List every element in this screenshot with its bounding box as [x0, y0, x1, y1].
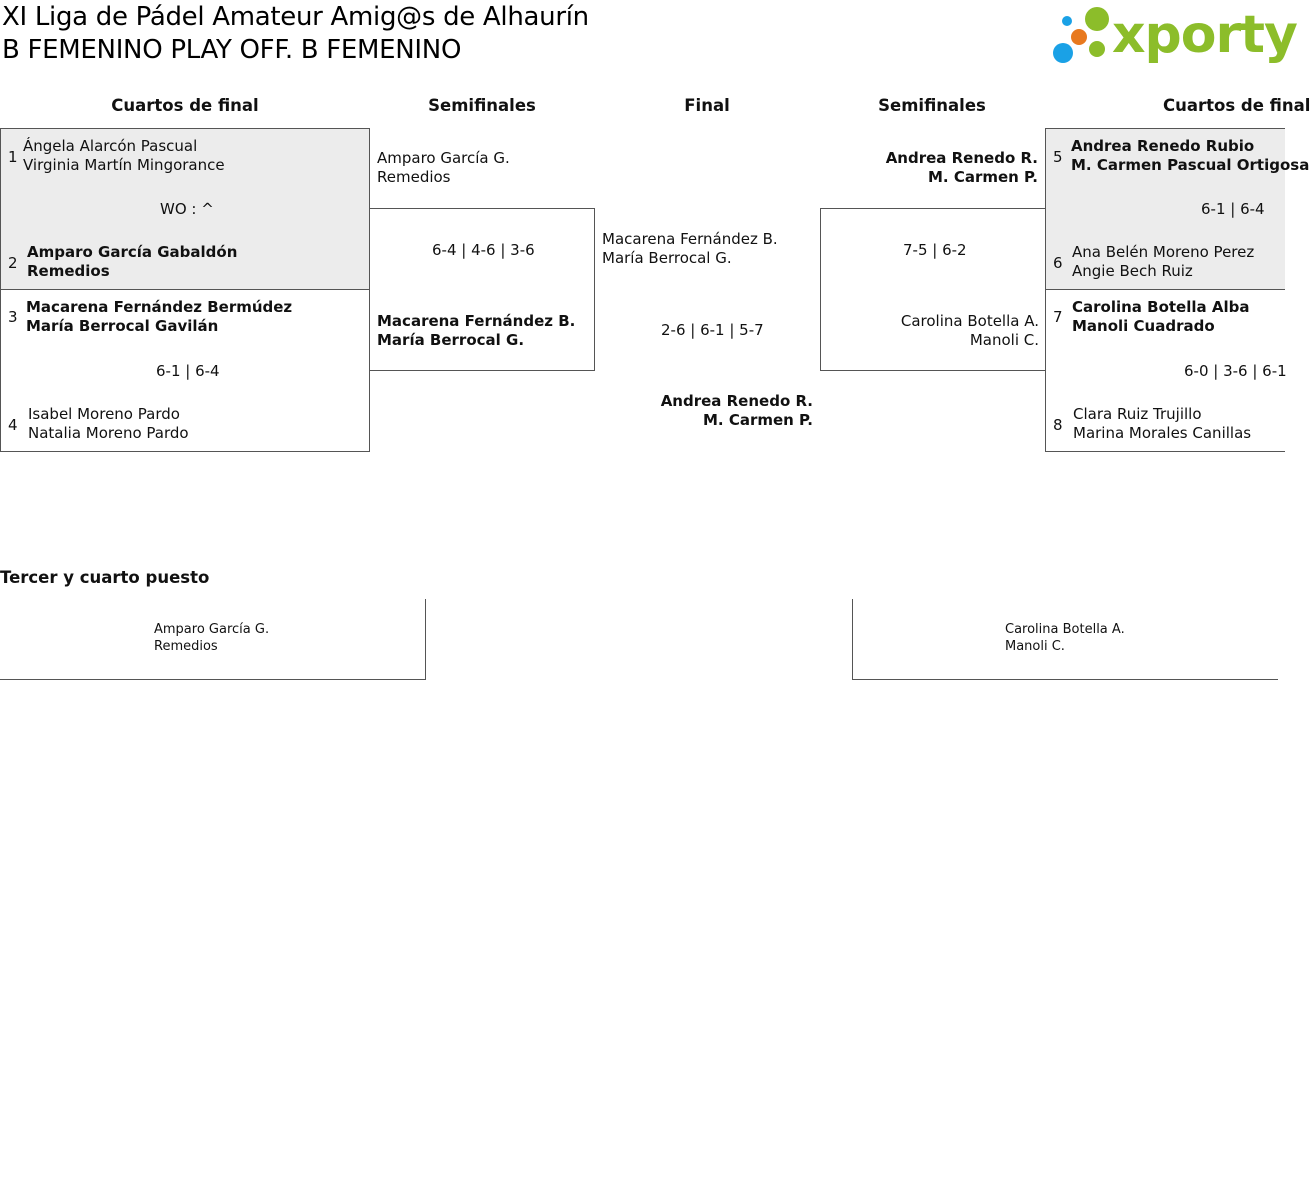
third-place-title: Tercer y cuarto puesto [0, 568, 210, 587]
match-score: 7-5 | 6-2 [903, 241, 967, 259]
seed-number: 6 [1053, 254, 1063, 272]
seed-number: 2 [8, 254, 18, 272]
round-semifinals-left: Semifinales [428, 96, 536, 115]
player-name: Clara Ruiz Trujillo [1073, 405, 1202, 423]
match-qf-left-1[interactable] [0, 128, 370, 290]
seed-number: 7 [1053, 308, 1063, 326]
match-qf-right-2[interactable] [1045, 289, 1285, 452]
player-name: María Berrocal G. [602, 249, 732, 267]
player-name: Carolina Botella A. [1005, 622, 1125, 637]
sf-left-team-1 [377, 149, 510, 187]
round-final: Final [684, 96, 730, 115]
player-name: Macarena Fernández B. [602, 230, 778, 248]
player-name: Andrea Renedo Rubio [1071, 137, 1255, 155]
seed-number: 3 [8, 308, 18, 326]
third-place-team-1 [154, 621, 269, 655]
match-qf-right-1[interactable] [1045, 128, 1310, 290]
final-team-1 [602, 230, 778, 268]
match-sf-right[interactable] [820, 208, 1046, 371]
third-place-slot-right[interactable] [852, 599, 1278, 680]
player-name: M. Carmen Pascual Ortigosa [1071, 156, 1310, 174]
sf-left-team-2-winner [377, 312, 575, 350]
team-1-winner [26, 298, 292, 336]
player-name: Manoli C. [969, 331, 1039, 349]
player-name: Amparo García G. [154, 622, 270, 637]
player-name: Natalia Moreno Pardo [28, 424, 189, 442]
player-name: María Berrocal Gavilán [26, 317, 219, 335]
player-name: Amparo García G. [377, 149, 510, 167]
match-score: 6-1 | 6-4 [156, 362, 220, 380]
player-name: Carolina Botella A. [900, 312, 1039, 330]
player-name: Carolina Botella Alba [1072, 298, 1250, 316]
final-team-2-winner [603, 392, 813, 430]
logo-text: xporty [1112, 5, 1297, 65]
player-name: Andrea Renedo R. [660, 392, 813, 410]
player-name: Ángela Alarcón Pascual [23, 137, 198, 155]
player-name: Remedios [154, 639, 218, 654]
seed-number: 8 [1053, 416, 1063, 434]
seed-number: 1 [8, 148, 18, 166]
player-name: Manoli C. [1005, 639, 1065, 654]
player-name: Manoli Cuadrado [1072, 317, 1215, 335]
match-score: 6-0 | 3-6 | 6-1 [1184, 362, 1287, 380]
team-1 [23, 137, 225, 175]
team-2-winner [27, 243, 237, 281]
player-name: Ana Belén Moreno Perez [1072, 243, 1255, 261]
team-2 [1072, 243, 1254, 281]
match-score: 6-4 | 4-6 | 3-6 [432, 241, 535, 259]
round-semifinals-right: Semifinales [878, 96, 986, 115]
player-name: Remedios [27, 262, 110, 280]
sf-right-team-1-winner [828, 149, 1038, 187]
player-name: Macarena Fernández B. [377, 312, 576, 330]
page-subtitle: B FEMENINO PLAY OFF. B FEMENINO [2, 35, 462, 65]
player-name: M. Carmen P. [927, 168, 1038, 186]
page-title: XI Liga de Pádel Amateur Amig@s de Alhaurín [2, 2, 589, 32]
round-quarterfinals-right: Cuartos de final [1163, 96, 1310, 115]
player-name: Angie Bech Ruiz [1072, 262, 1193, 280]
player-name: Amparo García Gabaldón [27, 243, 238, 261]
match-qf-left-2[interactable] [0, 289, 370, 452]
player-name: María Berrocal G. [377, 331, 525, 349]
team-2 [1073, 405, 1251, 443]
third-place-slot-left[interactable] [0, 599, 426, 680]
seed-number: 5 [1053, 148, 1063, 166]
player-name: Marina Morales Canillas [1073, 424, 1252, 442]
round-quarterfinals-left: Cuartos de final [111, 96, 259, 115]
player-name: Virginia Martín Mingorance [23, 156, 225, 174]
team-2 [28, 405, 189, 443]
final-score: 2-6 | 6-1 | 5-7 [661, 321, 764, 339]
team-1-winner [1072, 298, 1249, 336]
team-1-winner [1071, 137, 1309, 175]
xporty-logo[interactable] [1050, 4, 1297, 68]
player-name: Remedios [377, 168, 451, 186]
match-score: WO : ^ [160, 200, 214, 218]
player-name: M. Carmen P. [702, 411, 813, 429]
sf-right-team-2 [829, 312, 1039, 350]
seed-number: 4 [8, 416, 18, 434]
player-name: Andrea Renedo R. [885, 149, 1038, 167]
player-name: Macarena Fernández Bermúdez [26, 298, 293, 316]
third-place-team-2 [1005, 621, 1125, 655]
match-sf-left[interactable] [369, 208, 595, 371]
match-score: 6-1 | 6-4 [1201, 200, 1265, 218]
player-name: Isabel Moreno Pardo [28, 405, 180, 423]
